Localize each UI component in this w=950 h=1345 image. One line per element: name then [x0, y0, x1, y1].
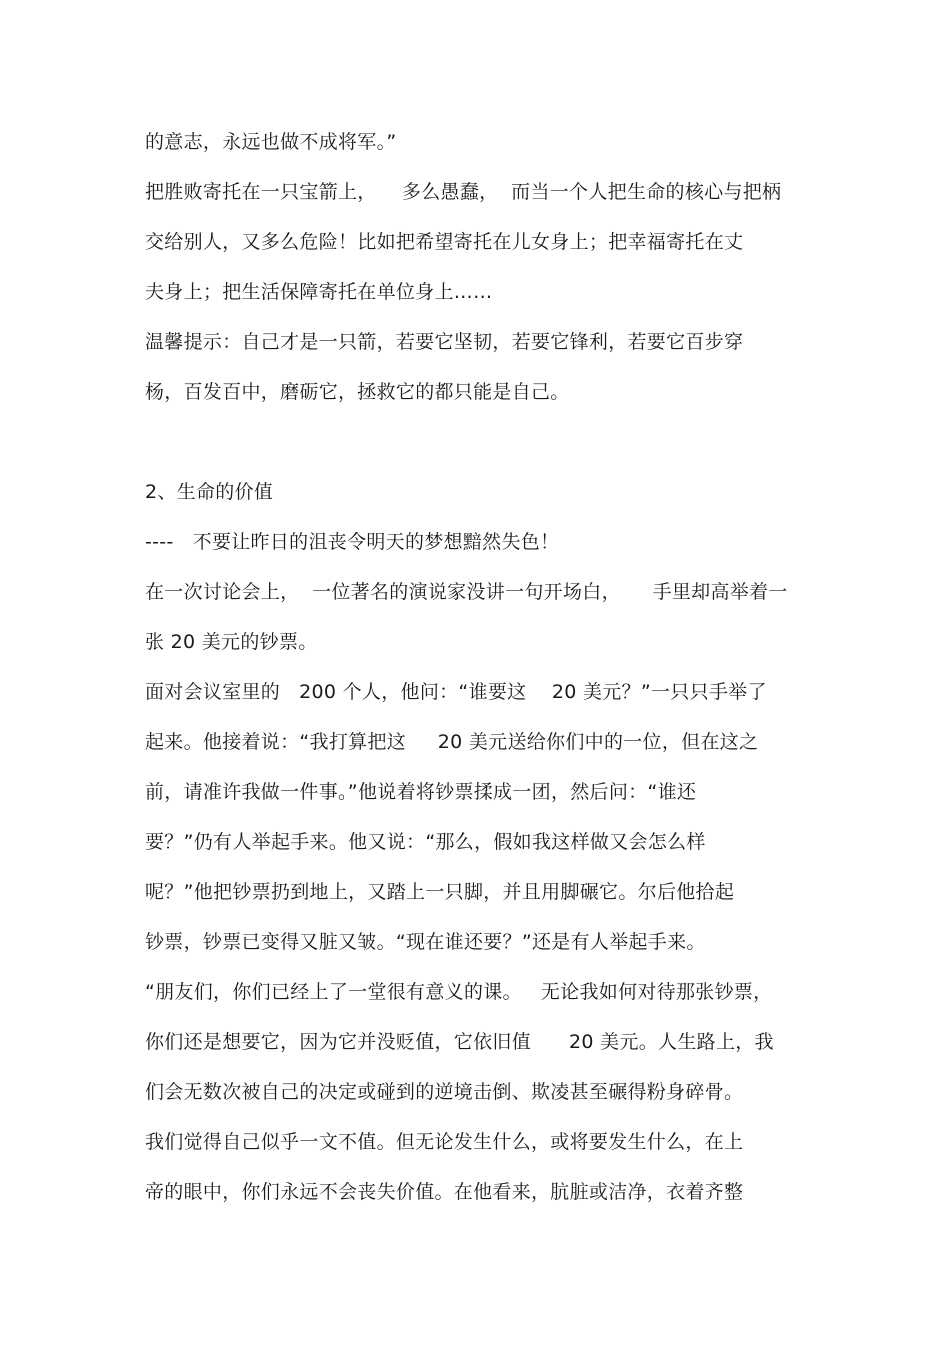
- text-line-19: 们会无数次被自己的决定或碰到的逆境击倒、欺凌甚至碾得粉身碎骨。: [145, 1081, 744, 1103]
- text-line-3: 交给别人，又多么危险！比如把希望寄托在儿女身上；把幸福寄托在丈: [145, 231, 744, 253]
- text-line-15: 呢？”他把钞票扔到地上，又踏上一只脚，并且用脚碾它。尔后他拾起: [145, 881, 735, 903]
- section-heading: 2、生命的价值: [145, 481, 274, 503]
- text-line-10: 张 20 美元的钞票。: [145, 631, 318, 653]
- text-line-20: 我们觉得自己似乎一文不值。但无论发生什么，或将要发生什么，在上: [145, 1131, 744, 1153]
- text-line-11: 面对会议室里的 200 个人，他问：“谁要这 20 美元？”一只只手举了: [145, 681, 767, 703]
- text-line-14: 要？”仍有人举起手来。他又说：“那么，假如我这样做又会怎么样: [145, 831, 706, 853]
- text-line-17: “朋友们，你们已经上了一堂很有意义的课。 无论我如何对待那张钞票，: [145, 981, 773, 1003]
- text-line-6: 杨，百发百中，磨砺它，拯救它的都只能是自己。: [145, 381, 570, 403]
- text-line-13: 前，请准许我做一件事。”他说着将钞票揉成一团，然后问：“谁还: [145, 781, 697, 803]
- text-line-16: 钞票，钞票已变得又脏又皱。“现在谁还要？”还是有人举起手来。: [145, 931, 706, 953]
- text-line-21: 帝的眼中，你们永远不会丧失价值。在他看来，肮脏或洁净，衣着齐整: [145, 1181, 744, 1203]
- text-line-4: 夫身上；把生活保障寄托在单位身上……: [145, 281, 493, 303]
- text-line-18: 你们还是想要它，因为它并没贬值，它依旧值 20 美元。人生路上，我: [145, 1031, 774, 1053]
- text-line-5: 温馨提示：自己才是一只箭，若要它坚韧，若要它锋利，若要它百步穿: [145, 331, 744, 353]
- text-line-9: 在一次讨论会上， 一位著名的演说家没讲一句开场白， 手里却高举着一: [145, 581, 788, 603]
- text-line-1: 的意志，永远也做不成将军。”: [145, 131, 397, 153]
- section-subtitle: ---- 不要让昨日的沮丧令明天的梦想黯然失色！: [145, 531, 560, 553]
- text-line-12: 起来。他接着说：“我打算把这 20 美元送给你们中的一位，但在这之: [145, 731, 759, 753]
- text-line-2: 把胜败寄托在一只宝箭上， 多么愚蠢， 而当一个人把生命的核心与把柄: [145, 181, 782, 203]
